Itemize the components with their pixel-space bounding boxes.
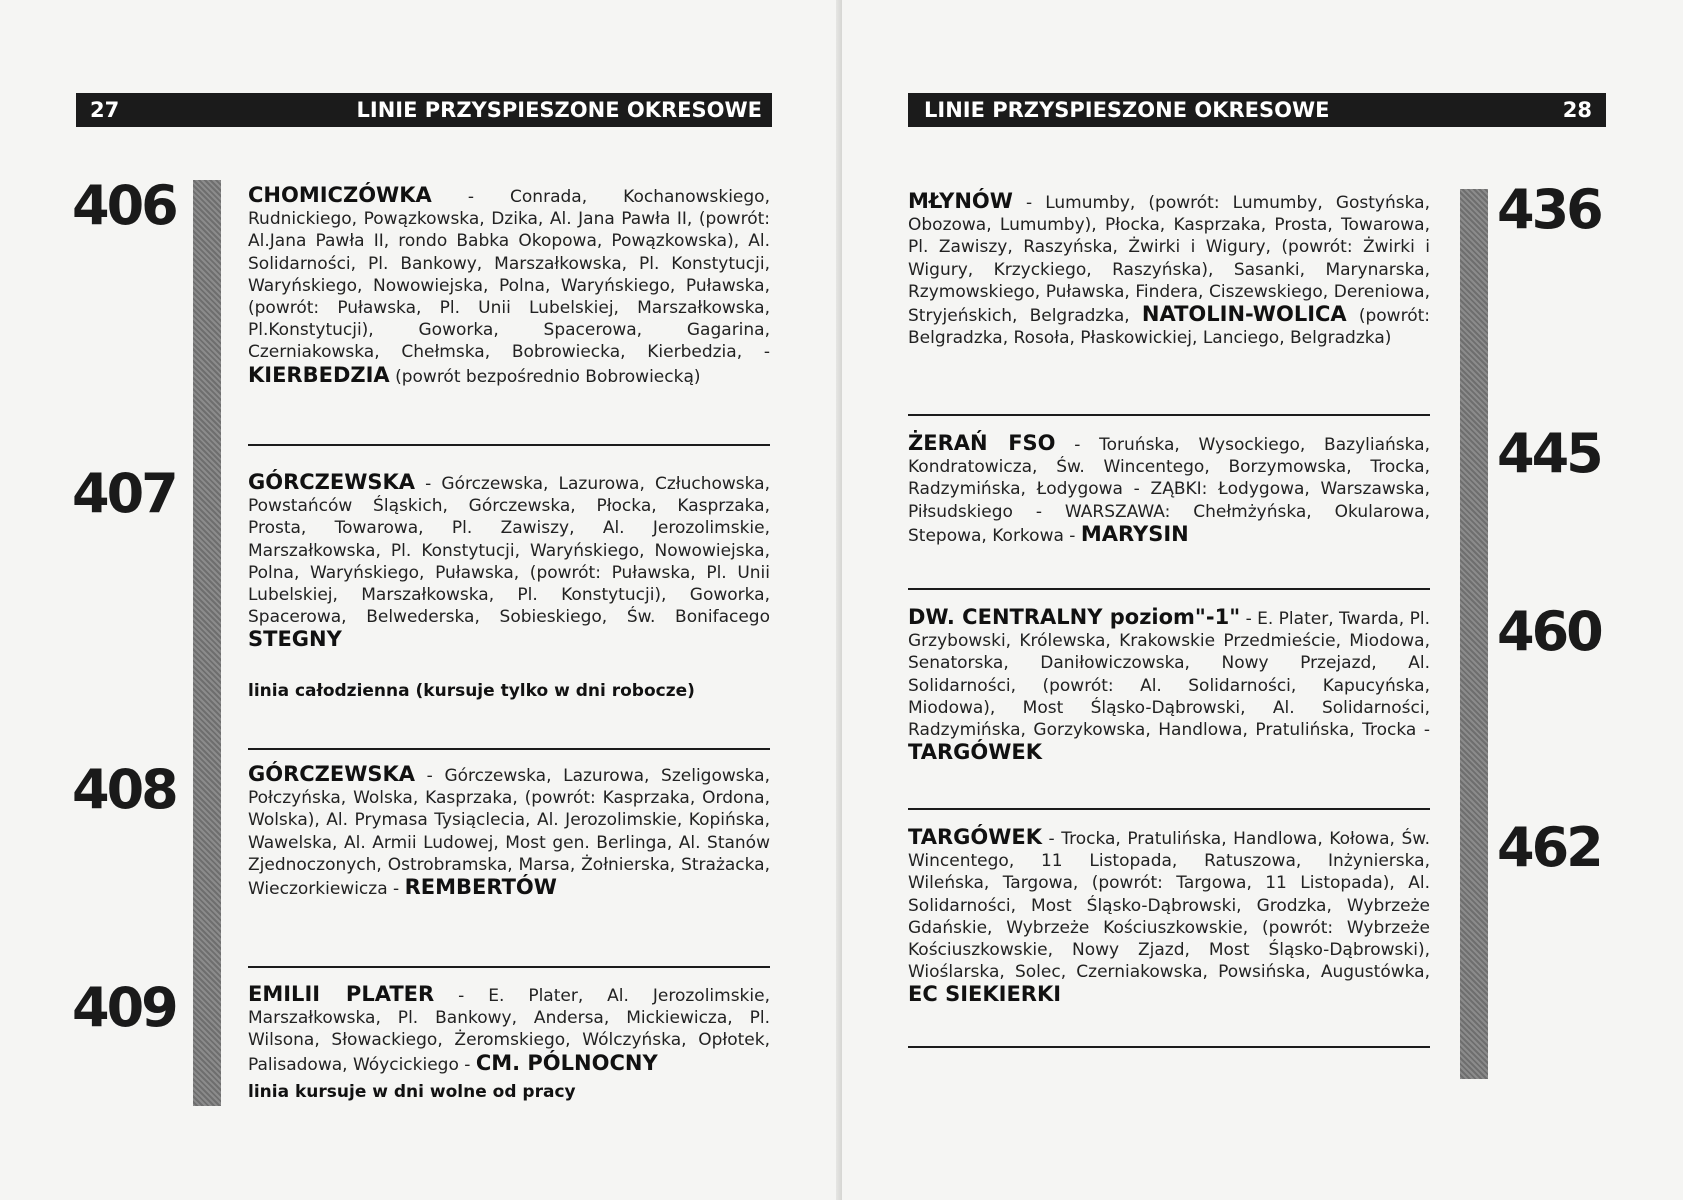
route-start: TARGÓWEK [908, 825, 1042, 849]
hatched-sidebar-bar [1460, 189, 1488, 1079]
route-number: 445 [1497, 422, 1601, 485]
route-service-note: linia kursuje w dni wolne od pracy [248, 1082, 576, 1102]
route-separator: - [1063, 525, 1081, 546]
route-number: 406 [72, 174, 176, 237]
page-number: 28 [1562, 98, 1592, 122]
route-start: MŁYNÓW [908, 189, 1013, 213]
route-separator: - [415, 766, 445, 786]
header-title: LINIE PRZYSPIESZONE OKRESOWE [924, 98, 1330, 122]
route-description [908, 606, 1430, 765]
route-description [908, 826, 1430, 1008]
route-end: TARGÓWEK [908, 740, 1042, 765]
section-divider [908, 1046, 1430, 1048]
route-streets: Toruńska, Wysockiego, Bazyliańska, Kondratowicza, Św. Wincentego, Borzymowska, Trocka, Radzymińska, Łodygowa - ZĄBKI: Łodygowa, Warszawska, Piłsudskiego - WARSZAWA: Chełmżyńska, Okularowa, Stepowa, Korkowa [908, 435, 1430, 546]
route-number: 436 [1497, 178, 1601, 241]
hatched-sidebar-bar [193, 180, 221, 1106]
section-divider [908, 588, 1430, 590]
route-streets: Górczewska, Lazurowa, Szeligowska, Połczyńska, Wolska, Kasprzaka, (powrót: Kasprzaka, Ordona, Wolska), Al. Prymasa Tysiąclecia, Al. Jerozolimskie, Kopińska, Wawelska, Al. Armii Ludowej, Most gen. Berlinga, Al. Stanów Zjednoczonych, Ostrobramska, Marsa, Żołnierska, Strażacka, Wieczorkiewicza [248, 766, 770, 900]
route-end: MARYSIN [1080, 521, 1189, 546]
route-end: STEGNY [248, 627, 342, 652]
route-separator: - [742, 342, 770, 363]
route-separator: - [1012, 193, 1046, 213]
section-divider [908, 808, 1430, 810]
route-end: NATOLIN-WOLICA [1141, 302, 1347, 327]
route-streets: E. Plater, Twarda, Pl. Grzybowski, Królewska, Krakowskie Przedmieście, Miodowa, Senatorska, Daniłowiczowska, Nowy Przejazd, Al. Solidarności, (powrót: Al. Solidarności, Kapucyńska, Miodowa), Most Śląsko-Dąbrowski, Al. Solidarności, Radzymińska, Gorzykowska, Handlowa, Pratulińska, Trocka [908, 609, 1430, 741]
route-number: 408 [72, 758, 176, 821]
section-divider [248, 748, 770, 750]
route-description [248, 763, 770, 900]
route-streets: Lumumby, (powrót: Lumumby, Gostyńska, Obozowa, Lumumby), Płocka, Kasprzaka, Prosta, Towarowa, Pl. Zawiszy, Raszyńska, Żwirki i Wigury, (powrót: Żwirki i Wigury, Krzyckiego, Raszyńska), Sasanki, Marynarska, Rzymowskiego, Puławska, Findera, Ciszewskiego, Dereniowa, Stryjeńskich, Belgradzka, [908, 193, 1430, 327]
route-separator [1130, 306, 1142, 326]
route-number: 460 [1497, 600, 1601, 663]
route-separator: - [458, 1054, 476, 1075]
header-title: LINIE PRZYSPIESZONE OKRESOWE [356, 98, 762, 122]
route-streets: E. Plater, Al. Jerozolimskie, Marszałkowska, Pl. Bankowy, Andersa, Mickiewicza, Pl. Wilsona, Słowackiego, Żeromskiego, Wólczyńska, Opłotek, Palisadowa, Wóycickiego [248, 986, 770, 1075]
right-page-header [908, 93, 1606, 127]
route-streets: Trocka, Pratulińska, Handlowa, Kołowa, Św. Wincentego, 11 Listopada, Ratuszowa, Inżynierska, Wileńska, Targowa, (powrót: Targowa, 11 Listopada), Al. Solidarności, Most Śląsko-Dąbrowski, Grodzka, Wybrzeże Gdańskie, Wybrzeże Kościuszkowskie, (powrót: Wybrzeże Kościuszkowskie, Nowy Zjazd, Most Śląsko-Dąbrowski), Wioślarska, Solec, Czerniakowska, Powsińska, Augustówka, [908, 829, 1430, 983]
route-separator: - [1055, 435, 1100, 455]
route-end: CM. PÓLNOCNY [475, 1050, 658, 1075]
route-separator: - [434, 986, 489, 1006]
route-start: ŻERAŃ FSO [908, 431, 1056, 455]
route-separator: - [1042, 829, 1062, 849]
route-start: DW. CENTRALNY poziom"-1" [908, 605, 1241, 629]
route-return-note: (powrót bezpośrednio Bobrowiecką) [389, 366, 701, 387]
left-page-header [76, 93, 772, 127]
route-separator: - [415, 474, 442, 494]
section-divider [248, 966, 770, 968]
route-return-note: (powrót: Belgradzka, Rosoła, Płaskowickiej, Lanciego, Belgradzka) [908, 306, 1430, 349]
route-end: KIERBEDZIA [248, 362, 390, 387]
route-description [248, 184, 770, 388]
route-start: CHOMICZÓWKA [248, 183, 432, 207]
route-description [248, 471, 770, 653]
route-description [248, 983, 770, 1076]
route-number: 409 [72, 976, 176, 1039]
route-streets: Conrada, Kochanowskiego, Rudnickiego, Powązkowska, Dzika, Al. Jana Pawła II, (powrót: Al.Jana Pawła II, rondo Babka Okopowa, Powązkowska), Al. Solidarności, Pl. Bankowy, Marszałkowska, Pl. Konstytucji, Waryńskiego, Nowowiejska, Polna, Waryńskiego, Puławska, (powrót: Puławska, Pl. Unii Lubelskiej, Marszałkowska, Pl.Konstytucji), Goworka, Spacerowa, Gagarina, Czerniakowska, Chełmska, Bobrowiecka, Kierbedzia, [248, 187, 770, 363]
route-streets: Górczewska, Lazurowa, Człuchowska, Powstańców Śląskich, Górczewska, Płocka, Kasprzaka, Prosta, Towarowa, Pl. Zawiszy, Al. Jerozolimskie, Marszałkowska, Pl. Konstytucji, Waryńskiego, Nowowiejska, Polna, Waryńskiego, Puławska, (powrót: Puławska, Pl. Unii Lubelskiej, Marszałkowska, Pl. Konstytucji), Goworka, Spacerowa, Belwederska, Sobieskiego, Św. Bonifacego [248, 474, 770, 628]
route-number: 407 [72, 462, 176, 525]
route-start: GÓRCZEWSKA [248, 470, 416, 494]
route-start: GÓRCZEWSKA [248, 762, 416, 786]
section-divider [248, 444, 770, 446]
route-description [908, 190, 1430, 349]
route-separator: - [1240, 609, 1258, 629]
section-divider [908, 414, 1430, 416]
route-separator: - [1416, 720, 1430, 741]
route-start: EMILII PLATER [248, 982, 435, 1006]
route-separator: - [387, 879, 405, 900]
route-end: REMBERTÓW [404, 875, 557, 900]
page-number: 27 [90, 98, 120, 122]
route-description [908, 432, 1430, 547]
route-separator: - [431, 187, 511, 207]
route-service-note: linia całodzienna (kursuje tylko w dni robocze) [248, 681, 695, 701]
route-number: 462 [1497, 816, 1601, 879]
route-end: EC SIEKIERKI [908, 982, 1062, 1007]
